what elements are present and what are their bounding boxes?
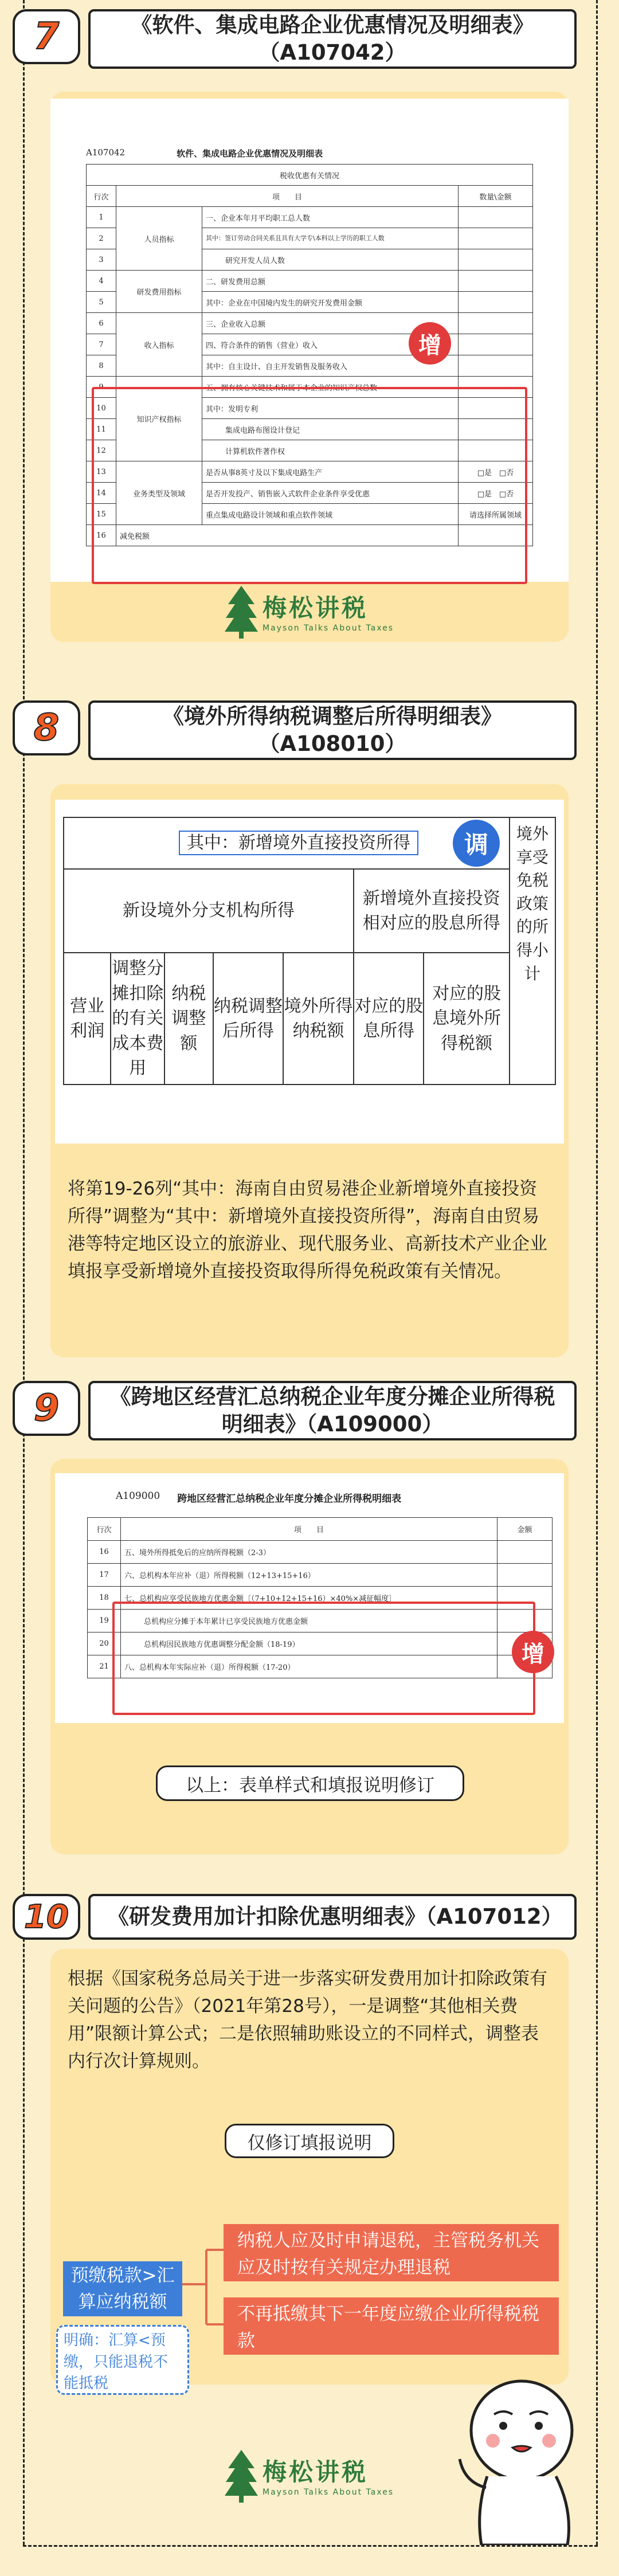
col-new-branch: 新设境外分支机构所得 bbox=[64, 869, 354, 953]
sub-col: 纳税调整后所得 bbox=[213, 953, 284, 1085]
table-row: 5 其中：企业在中国境内发生的研究开发费用金额 bbox=[87, 292, 533, 313]
tree-logo-icon bbox=[225, 2448, 258, 2503]
col-header-row: 行次 bbox=[88, 1518, 121, 1541]
table-row: 21 八、总机构本年实际应补（退）所得税额（17-20） bbox=[88, 1655, 553, 1678]
col-header-row: 行次 bbox=[87, 186, 116, 207]
section-title: 《研发费用加计扣除优惠明细表》（A107012） bbox=[88, 1894, 577, 1940]
table-row: 20 总机构因民族地方优惠调整分配金额（18-19） bbox=[88, 1632, 553, 1655]
table-row: 7 四、符合条件的销售（营业）收入 bbox=[87, 334, 533, 355]
revision-note: 以上：表单样式和填报说明修订 bbox=[156, 1765, 464, 1801]
logo bbox=[225, 2448, 394, 2503]
col-new-investment-dividend: 新增境外直接投资相对应的股息所得 bbox=[354, 869, 510, 953]
table-row: 16 减免税额 bbox=[87, 525, 533, 546]
table-row: 4 研发费用指标 二、研发费用总额 bbox=[87, 271, 533, 292]
table-row: 19 总机构应分摊于本年累计已享受民族地方优惠金额 bbox=[88, 1610, 553, 1632]
tree-logo-icon bbox=[225, 584, 258, 639]
table-code: A107042 bbox=[86, 147, 126, 158]
col-header-item: 项 目 bbox=[121, 1518, 497, 1541]
table-header: 税收优惠有关情况 bbox=[87, 165, 533, 186]
sub-col: 对应的股息所得 bbox=[354, 953, 424, 1085]
table-name: 跨地区经营汇总纳税企业年度分摊企业所得税明细表 bbox=[177, 1493, 402, 1505]
section-number-badge: 9 bbox=[13, 1381, 80, 1436]
logo-tagline: Mayson Talks About Taxes bbox=[263, 624, 394, 633]
table-row: 18 七、总机构应享受民族地方优惠金额〔（7+10+12+15+16）×40%×减征幅度〕 bbox=[88, 1587, 553, 1610]
table-row: 3 研究开发人员人数 bbox=[87, 249, 533, 271]
sub-col: 营业利润 bbox=[64, 953, 111, 1085]
table-row: 9 知识产权指标 五、拥有核心关键技术和属于本企业的知识产权总数 bbox=[87, 377, 533, 398]
dashed-border-right bbox=[596, 0, 598, 2545]
logo bbox=[225, 584, 394, 639]
section-title: 《境外所得纳税调整后所得明细表》（A108010） bbox=[88, 700, 577, 760]
sub-col: 纳税调整额 bbox=[164, 953, 213, 1085]
section-title: 《跨地区经营汇总纳税企业年度分摊企业所得税明细表》（A109000） bbox=[88, 1381, 577, 1440]
section-10-header bbox=[13, 1886, 586, 1949]
section-7-header bbox=[13, 7, 586, 70]
section-number-badge: 8 bbox=[13, 700, 80, 755]
dashed-border-left bbox=[23, 0, 25, 2545]
added-badge: 增 bbox=[512, 1631, 554, 1673]
adjusted-badge: 调 bbox=[453, 820, 500, 867]
table-a107042-image bbox=[50, 99, 569, 582]
sub-col: 境外所得纳税额 bbox=[283, 953, 354, 1085]
mascot-illustration bbox=[453, 2373, 596, 2545]
section-9-header bbox=[13, 1379, 586, 1442]
highlight-frame bbox=[112, 1602, 535, 1715]
highlight-frame bbox=[92, 387, 527, 584]
added-badge: 增 bbox=[409, 322, 451, 365]
table-row: 17 六、总机构本年应补（退）所得税额（12+13+15+16） bbox=[88, 1564, 553, 1587]
table-code: A109000 bbox=[116, 1490, 160, 1502]
table-row: 16 五、境外所得抵免后的应纳所得税额（2-3） bbox=[88, 1541, 553, 1564]
section-title: 《软件、集成电路企业优惠情况及明细表》（A107042） bbox=[88, 9, 577, 69]
logo-text: 梅松讲税 bbox=[263, 594, 369, 622]
sub-col: 对应的股息境外所得税额 bbox=[424, 953, 509, 1085]
flow-result-refund: 纳税人应及时申请退税，主管税务机关应及时按有关规定办理退税 bbox=[224, 2224, 559, 2281]
table-row: 8 其中：自主设计、自主开发销售及服务收入 bbox=[87, 355, 533, 377]
table-row: 1 人员指标 一、企业本年月平均职工总人数 bbox=[87, 207, 533, 228]
col-header-item: 项 目 bbox=[116, 186, 459, 207]
col-header-amount: 金额 bbox=[497, 1518, 553, 1541]
flow-hint-note: 明确：汇算<预缴，只能退税不能抵税 bbox=[56, 2325, 189, 2395]
table-row: 11 集成电路布图设计登记 bbox=[87, 419, 533, 440]
revision-note: 仅修订填报说明 bbox=[225, 2124, 394, 2158]
section-8-header bbox=[13, 698, 586, 761]
table-row: 15 重点集成电路设计领域和重点软件领域 请选择所属领域 bbox=[87, 504, 533, 525]
table-row: 14 是否开发投产、销售嵌入式软件企业条件享受优惠 □是 □否 bbox=[87, 483, 533, 504]
section-8-description: 将第19-26列“其中：海南自由贸易港企业新增境外直接投资所得”调整为“其中：新增境外直接投资所得”，海南自由贸易港等特定地区设立的旅游业、现代服务业、高新技术产业企业填报享受新增境外直接投资取得所得免税政策有关情况。 bbox=[68, 1179, 547, 1282]
logo-text: 梅松讲税 bbox=[263, 2458, 369, 2486]
sub-col: 调整分摊扣除的有关成本费用 bbox=[111, 953, 164, 1085]
table-name: 软件、集成电路企业优惠情况及明细表 bbox=[177, 148, 323, 159]
flow-condition-box: 预缴税款>汇算应纳税额 bbox=[63, 2261, 182, 2316]
flow-result-no-offset: 不再抵缴其下一年度应缴企业所得税税款 bbox=[224, 2297, 559, 2355]
table-row: 6 收入指标 三、企业收入总额 bbox=[87, 313, 533, 334]
table-row: 10 其中：发明专利 bbox=[87, 398, 533, 419]
section-number-badge: 10 bbox=[13, 1894, 80, 1940]
table-row: 13 业务类型及领域 是否从事8英寸及以下集成电路生产 □是 □否 bbox=[87, 461, 533, 483]
logo-tagline: Mayson Talks About Taxes bbox=[263, 2488, 394, 2497]
new-column-label: 其中：新增境外直接投资所得 bbox=[179, 831, 418, 855]
table-row: 2 其中：签订劳动合同关系且具有大学专\本科以上学历的职工人数 bbox=[87, 228, 533, 249]
col-header-amount: 数量\金额 bbox=[459, 186, 533, 207]
table-a109000-image bbox=[55, 1473, 564, 1723]
col-exempt-subtotal: 境外享受免税政策的所得小计 bbox=[510, 817, 555, 1085]
dashed-border-bottom bbox=[23, 2545, 598, 2547]
table-row: 12 计算机软件著作权 bbox=[87, 440, 533, 461]
section-number-badge: 7 bbox=[13, 9, 80, 64]
section-10-description: 根据《国家税务总局关于进一步落实研发费用加计扣除政策有关问题的公告》（2021年第28号），一是调整“其他相关费用”限额计算公式；二是依照辅助账设立的不同样式，调整表内行次计算规则。 bbox=[68, 1968, 547, 2072]
